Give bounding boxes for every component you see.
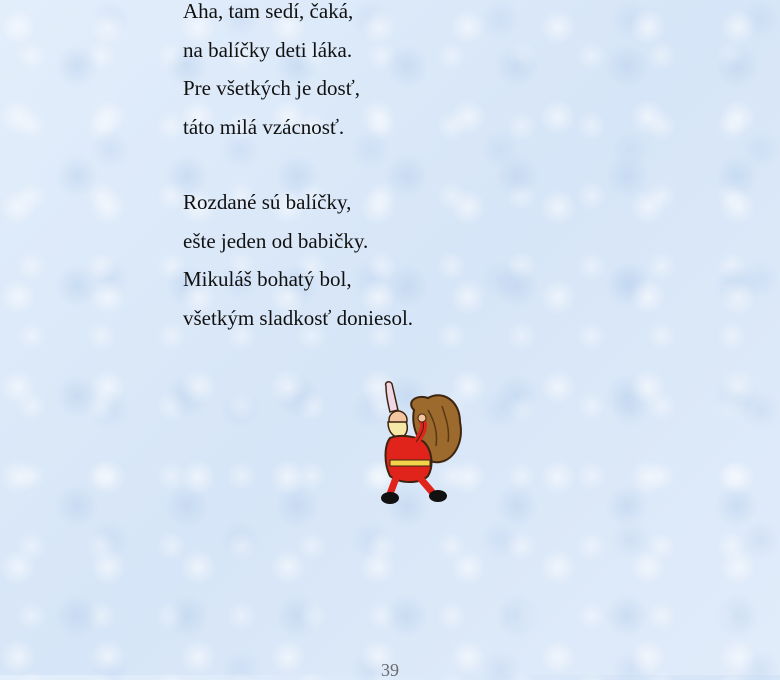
poem-line: Mikuláš bohatý bol, [183,267,352,291]
poem-line: na balíčky deti láka. [183,37,353,62]
page-number: 39 [381,660,399,680]
poem-line: Pre všetkých je dosť, [183,76,360,100]
santa-with-sack-icon [376,380,466,508]
poem-line: Rozdané sú balíčky, [183,190,352,214]
poem-line: všetkým sladkosť doniesol. [183,305,414,330]
poem-stanza-1 [183,0,360,146]
poem-stanza-2 [183,183,413,337]
poem-line: Aha, tam sedí, čaká, [183,0,354,23]
poem-line: ešte jeden od babičky. [183,228,369,253]
poem-line: táto milá vzácnosť. [183,114,345,139]
